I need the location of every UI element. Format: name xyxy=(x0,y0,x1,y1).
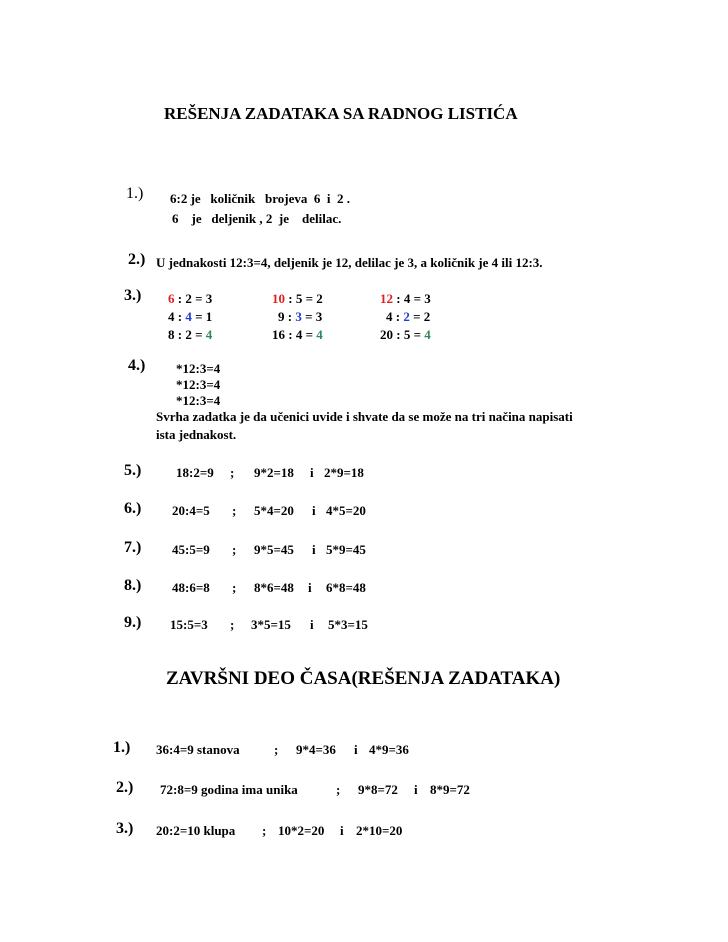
task-9-b: 3*5=15 xyxy=(251,617,291,632)
equation-part: : 2 = 3 xyxy=(174,291,213,306)
final-3-number: 3.) xyxy=(116,820,134,837)
task-4-line-1: *12:3=4 xyxy=(176,361,221,376)
equation-part: = 1 xyxy=(191,309,213,324)
task-5-c: 2*9=18 xyxy=(324,465,364,480)
task-8-number: 8.) xyxy=(124,577,142,594)
task-4-line-3: *12:3=4 xyxy=(176,393,221,408)
final-2-a: 72:8=9 godina ima unika xyxy=(160,782,298,797)
task-7-number: 7.) xyxy=(124,539,142,556)
task-3-col3-row2 xyxy=(386,309,430,325)
highlight-blue: 4 xyxy=(185,309,192,324)
task-7-c: 5*9=45 xyxy=(326,542,366,557)
highlight-blue: 3 xyxy=(295,309,302,324)
final-3-i: i xyxy=(340,823,344,838)
task-9-i: i xyxy=(310,617,314,632)
task-7-b: 9*5=45 xyxy=(254,542,294,557)
task-3-col1-row2 xyxy=(168,309,212,325)
final-1-b: 9*4=36 xyxy=(296,742,336,757)
task-4-note-2: ista jednakost. xyxy=(156,427,237,442)
highlight-green: 4 xyxy=(316,327,323,342)
equation-part: = 3 xyxy=(301,309,323,324)
final-3-b: 10*2=20 xyxy=(278,823,325,838)
final-3-sep: ; xyxy=(262,823,267,838)
final-3-c: 2*10=20 xyxy=(356,823,403,838)
task-4-note-1: Svrha zadatka je da učenici uvide i shvate da se može na tri načina napisati xyxy=(156,409,573,424)
highlight-blue: 2 xyxy=(403,309,410,324)
final-1-number: 1.) xyxy=(113,739,131,756)
task-5-sep: ; xyxy=(230,465,235,480)
page-title: REŠENJA ZADATAKA SA RADNOG LISTIĆA xyxy=(164,104,518,123)
task-4-number: 4.) xyxy=(128,357,146,374)
final-2-b: 9*8=72 xyxy=(358,782,398,797)
equation-part: 8 : 2 = xyxy=(168,327,206,342)
task-3-col1-row1 xyxy=(168,291,212,307)
task-8-sep: ; xyxy=(232,580,237,595)
equation-part: 20 : 5 = xyxy=(380,327,425,342)
final-2-i: i xyxy=(414,782,418,797)
task-5-b: 9*2=18 xyxy=(254,465,294,480)
task-9-c: 5*3=15 xyxy=(328,617,368,632)
task-5-number: 5.) xyxy=(124,462,142,479)
highlight-green: 4 xyxy=(205,327,213,342)
task-6-b: 5*4=20 xyxy=(254,503,294,518)
task-8-a: 48:6=8 xyxy=(172,580,210,595)
task-9-number: 9.) xyxy=(124,614,142,631)
equation-part: 4 : xyxy=(168,309,186,324)
task-7-sep: ; xyxy=(232,542,237,557)
task-6-number: 6.) xyxy=(124,500,142,517)
highlight-red: 12 xyxy=(380,291,393,306)
highlight-red: 10 xyxy=(272,291,285,306)
task-1-number: 1.) xyxy=(126,185,144,202)
task-9-a: 15:5=3 xyxy=(170,617,208,632)
task-3-col1-row3 xyxy=(168,327,212,343)
task-2-text: U jednakosti 12:3=4, deljenik je 12, delilac je 3, a količnik je 4 ili 12:3. xyxy=(156,255,543,270)
task-3-col3-row1 xyxy=(380,291,431,307)
task-3-col3-row3 xyxy=(380,327,431,343)
equation-part: 4 : xyxy=(386,309,404,324)
task-5-i: i xyxy=(310,465,314,480)
highlight-green: 4 xyxy=(424,327,431,342)
task-2-number: 2.) xyxy=(128,251,146,268)
final-1-sep: ; xyxy=(274,742,279,757)
task-6-a: 20:4=5 xyxy=(172,503,210,518)
final-1-a: 36:4=9 stanova xyxy=(156,742,240,757)
task-4-line-2: *12:3=4 xyxy=(176,377,221,392)
task-1-line-1: 6:2 je količnik brojeva 6 i 2 . xyxy=(170,191,350,206)
equation-part: : 5 = 2 xyxy=(285,291,323,306)
equation-part: 16 : 4 = xyxy=(272,327,317,342)
task-7-i: i xyxy=(312,542,316,557)
task-6-i: i xyxy=(312,503,316,518)
final-1-i: i xyxy=(354,742,358,757)
task-8-i: i xyxy=(308,580,312,595)
equation-part: : 4 = 3 xyxy=(393,291,431,306)
task-7-a: 45:5=9 xyxy=(172,542,210,557)
task-9-sep: ; xyxy=(230,617,235,632)
task-5-a: 18:2=9 xyxy=(176,465,214,480)
final-2-c: 8*9=72 xyxy=(430,782,470,797)
task-6-c: 4*5=20 xyxy=(326,503,366,518)
equation-part: 9 : xyxy=(278,309,296,324)
final-2-sep: ; xyxy=(336,782,341,797)
final-2-number: 2.) xyxy=(116,779,134,796)
task-3-number: 3.) xyxy=(124,287,142,304)
task-3-col2-row3 xyxy=(272,327,323,343)
final-3-a: 20:2=10 klupa xyxy=(156,823,236,838)
equation-part: = 2 xyxy=(409,309,431,324)
task-6-sep: ; xyxy=(232,503,237,518)
highlight-red: 6 xyxy=(168,291,175,306)
final-1-c: 4*9=36 xyxy=(369,742,409,757)
section-title: ZAVRŠNI DEO ČASA(REŠENJA ZADATAKA) xyxy=(166,668,561,689)
task-1-line-2: 6 je deljenik , 2 je delilac. xyxy=(172,211,342,226)
task-3-col2-row2 xyxy=(278,309,322,325)
task-3-col2-row1 xyxy=(272,291,323,307)
task-8-c: 6*8=48 xyxy=(326,580,366,595)
task-8-b: 8*6=48 xyxy=(254,580,294,595)
